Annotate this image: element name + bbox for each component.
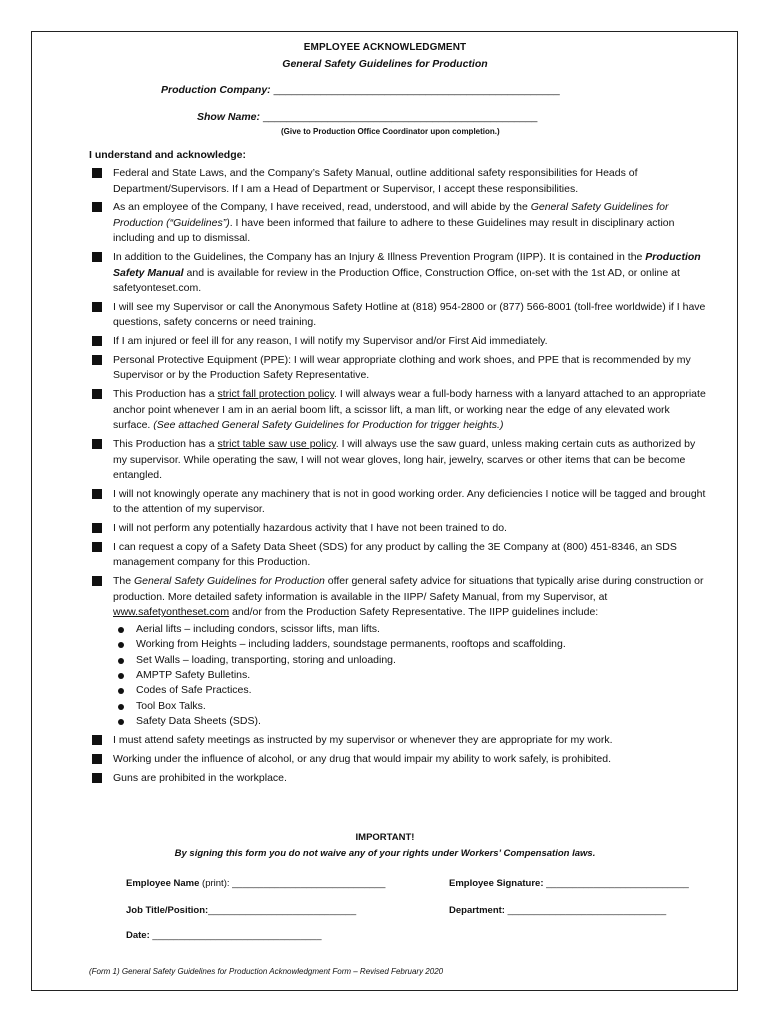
list-item: Guns are prohibited in the workplace.: [90, 771, 710, 787]
square-bullet-icon: [92, 489, 102, 499]
department-field[interactable]: ______________________________: [507, 905, 667, 916]
list-item: Working from Heights – including ladders, soundstage permanents, rooftops and scaffolding.: [113, 637, 710, 652]
list-item: Codes of Safe Practices.: [113, 683, 710, 698]
list-item: Tool Box Talks.: [113, 699, 710, 714]
square-bullet-icon: [92, 252, 102, 262]
iipp-guidelines-list: [113, 622, 710, 730]
form-footer: (Form 1) General Safety Guidelines for Production Acknowledgment Form – Revised February 2020: [89, 967, 444, 976]
round-bullet-icon: [118, 658, 124, 664]
square-bullet-icon: [92, 202, 102, 212]
round-bullet-icon: [118, 704, 124, 710]
job-title-label: Job Title/Position:: [126, 905, 209, 916]
list-item: Safety Data Sheets (SDS).: [113, 714, 710, 729]
job-title-row: [126, 905, 356, 916]
date-label: Date:: [126, 930, 153, 941]
list-item: This Production has a strict fall protection policy. I will always wear a full-body harness with a lanyard attached to an appropriate anchor point whenever I am in an aerial boom lift, a scissor lift, a man lift, or working near the edge of any elevated work surface. (See attached General Safety Guidelines for Production for trigger heights.): [90, 387, 710, 434]
list-item: AMPTP Safety Bulletins.: [113, 668, 710, 683]
date-field[interactable]: ________________________________: [152, 930, 322, 941]
important-notice: By signing this form you do not waive any of your rights under Workers’ Compensation laws.: [174, 848, 596, 859]
show-name-note: (Give to Production Office Coordinator upon completion.): [281, 127, 500, 136]
list-item: I will see my Supervisor or call the Anonymous Safety Hotline at (818) 954-2800 or (877) 566-8001 (toll-free worldwide) if I have questions, safety concerns or need training.: [90, 300, 710, 331]
employee-name-field[interactable]: _____________________________: [232, 878, 386, 889]
square-bullet-icon: [92, 754, 102, 764]
acknowledgment-list: [90, 166, 710, 789]
job-title-field[interactable]: ____________________________: [208, 905, 357, 916]
round-bullet-icon: [118, 719, 124, 725]
round-bullet-icon: [118, 688, 124, 694]
square-bullet-icon: [92, 355, 102, 365]
intro-heading: I understand and acknowledge:: [89, 149, 246, 161]
list-item: Aerial lifts – including condors, scissor lifts, man lifts.: [113, 622, 710, 637]
important-heading: IMPORTANT!: [355, 832, 415, 843]
form-subtitle: General Safety Guidelines for Production: [282, 58, 488, 70]
square-bullet-icon: [92, 389, 102, 399]
square-bullet-icon: [92, 302, 102, 312]
square-bullet-icon: [92, 168, 102, 178]
list-item: I can request a copy of a Safety Data Sheet (SDS) for any product by calling the 3E Company at (800) 451-8346, an SDS management company for this Production.: [90, 540, 710, 571]
production-company-label: Production Company:: [161, 84, 271, 96]
production-company-row: [161, 84, 560, 96]
employee-signature-label: Employee Signature:: [449, 878, 547, 889]
square-bullet-icon: [92, 576, 102, 586]
list-item: Working under the influence of alcohol, or any drug that would impair my ability to work safely, is prohibited.: [90, 752, 710, 768]
square-bullet-icon: [92, 439, 102, 449]
department-label: Department:: [449, 905, 508, 916]
list-item: The General Safety Guidelines for Production offer general safety advice for situations that typically arise during construction or production. More detailed safety information is available in the IIPP/ Safety Manual, from my Supervisor, at www.safetyontheset.com and/or from the Production Safety Representative. The IIPP guidelines include: Aerial lifts – including condors, scissor lifts, man lifts. Working from Heights – including ladders, soundstage permanents, rooftops and scaffolding. Set Walls – loading, transporting, storing and unloading. AMPTP Safety Bulletins. Codes of Safe Practices. Tool Box Talks. Safety Data Sheets (SDS).: [90, 574, 710, 729]
show-name-label: Show Name:: [197, 111, 261, 123]
department-row: [449, 905, 666, 916]
square-bullet-icon: [92, 542, 102, 552]
show-name-field[interactable]: _______________________________________________: [262, 111, 538, 123]
list-item: Federal and State Laws, and the Company’s Safety Manual, outline additional safety responsibilities for Heads of Department/Supervisors. If I am a Head of Department or Supervisor, I accept these responsibilities.: [90, 166, 710, 197]
square-bullet-icon: [92, 523, 102, 533]
employee-name-row: Employee Name (print): _____________________________: [126, 878, 386, 889]
round-bullet-icon: [118, 673, 124, 679]
employee-signature-row: [449, 878, 689, 889]
list-item: Personal Protective Equipment (PPE): I will wear appropriate clothing and work shoes, and PPE that is recommended by my Supervisor or by the Production Safety Representative.: [90, 353, 710, 384]
employee-signature-field[interactable]: ___________________________: [546, 878, 689, 889]
form-title: EMPLOYEE ACKNOWLEDGMENT: [303, 42, 467, 53]
date-row: [126, 930, 321, 941]
square-bullet-icon: [92, 773, 102, 783]
list-item: As an employee of the Company, I have received, read, understood, and will abide by the General Safety Guidelines for Production (“Guidelines”). I have been informed that failure to adhere to these Guidelines may result in disciplinary action including and up to dismissal.: [90, 200, 710, 247]
list-item: Set Walls – loading, transporting, storing and unloading.: [113, 653, 710, 668]
round-bullet-icon: [118, 642, 124, 648]
employee-name-label: Employee Name: [126, 878, 200, 889]
list-item: I must attend safety meetings as instructed by my supervisor or whenever they are appropriate for my work.: [90, 733, 710, 749]
list-item: I will not knowingly operate any machinery that is not in good working order. Any deficiencies I notice will be tagged and brought to the attention of my supervisor.: [90, 487, 710, 518]
round-bullet-icon: [118, 627, 124, 633]
square-bullet-icon: [92, 336, 102, 346]
list-item: I will not perform any potentially hazardous activity that I have not been trained to do.: [90, 521, 710, 537]
list-item: This Production has a strict table saw use policy. I will always use the saw guard, unless making certain cuts as authorized by my supervisor. While operating the saw, I will not wear gloves, long hair, jewelry, scarves or other items that can be become entangled.: [90, 437, 710, 484]
safety-website-link[interactable]: www.safetyontheset.com: [113, 606, 230, 619]
list-item: In addition to the Guidelines, the Company has an Injury & Illness Prevention Program (IIPP). It is contained in the Production Safety Manual and is available for review in the Production Office, Construction Office, on-set with the 1st AD, or online at safetyonteset.com.: [90, 250, 710, 297]
list-item: If I am injured or feel ill for any reason, I will notify my Supervisor and/or First Aid immediately.: [90, 334, 710, 350]
production-company-field[interactable]: _________________________________________________: [273, 84, 560, 96]
show-name-row: [197, 111, 537, 123]
square-bullet-icon: [92, 735, 102, 745]
